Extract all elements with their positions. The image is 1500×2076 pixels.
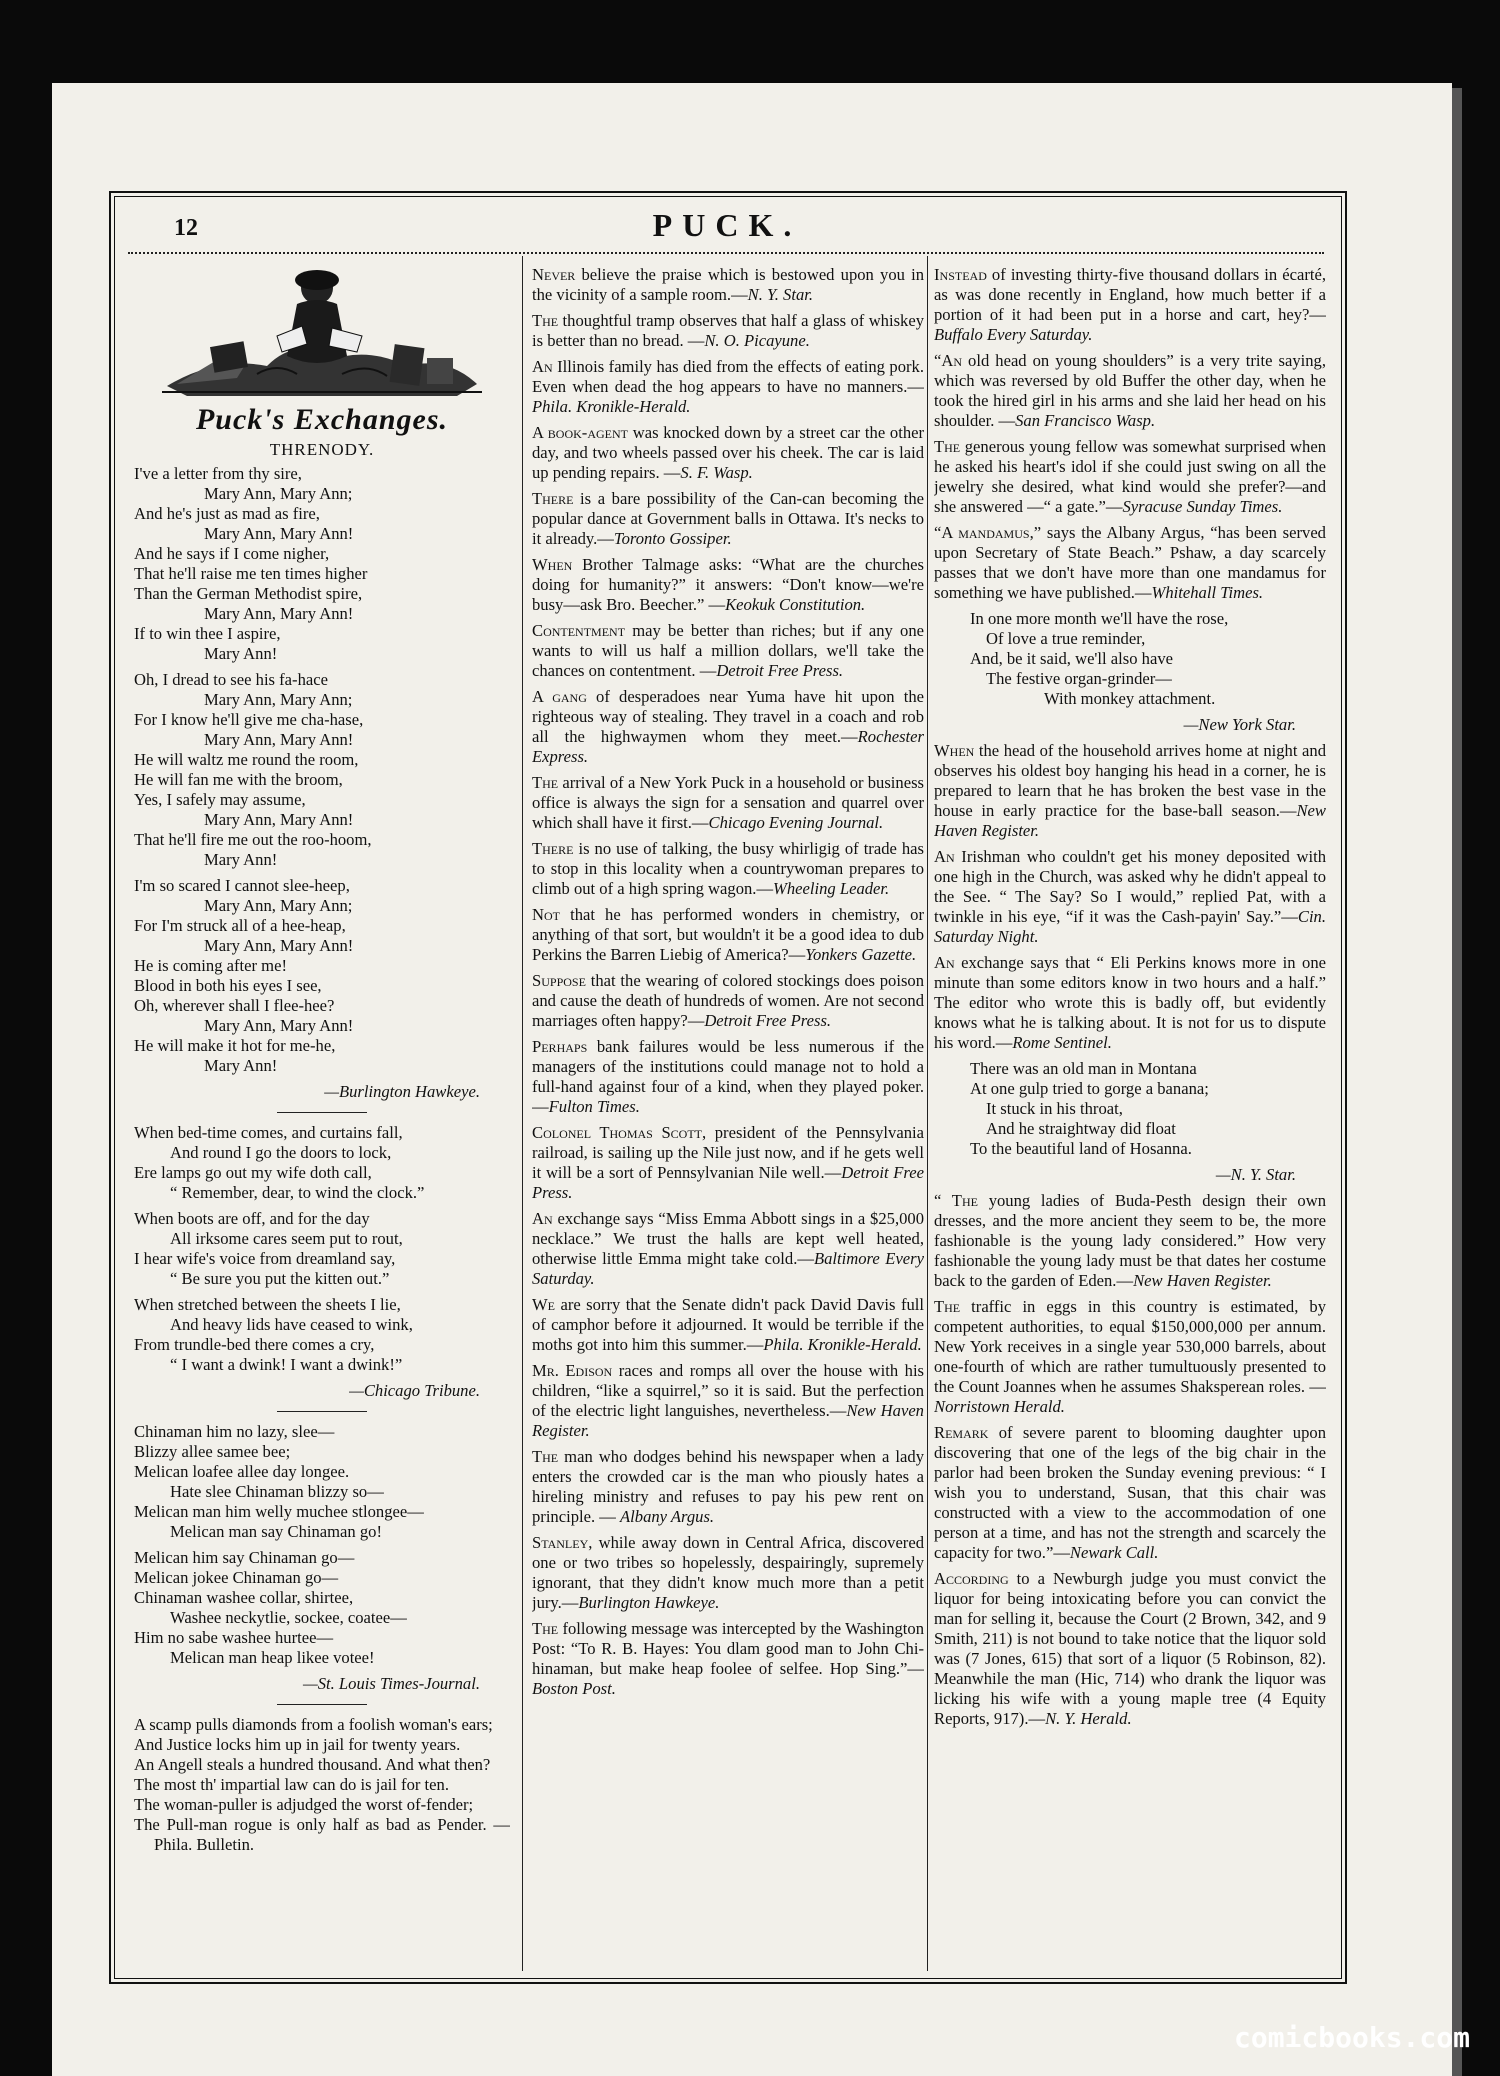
poem-line: The Pull-man rogue is only half as bad as Pender. —Phila. Bulletin. xyxy=(134,1815,510,1854)
item-source: Albany Argus. xyxy=(620,1507,715,1526)
poem-stanza xyxy=(134,1295,510,1375)
poem-line: He is coming after me! xyxy=(134,956,287,975)
poem-line: All irksome cares seem put to rout, xyxy=(170,1229,403,1248)
exchange-item xyxy=(532,1361,924,1441)
poem-line: Chinaman washee collar, shirtee, xyxy=(134,1588,354,1607)
exchange-item xyxy=(532,905,924,965)
poem-line: “ Be sure you put the kitten out.” xyxy=(170,1269,390,1288)
item-body: thoughtful tramp observes that half a glass of whiskey is better than no bread. — xyxy=(532,311,924,350)
poem-line: And round I go the doors to lock, xyxy=(170,1143,392,1162)
section-rule xyxy=(277,1112,367,1113)
poem-line: Mary Ann, Mary Ann; xyxy=(204,896,353,915)
page-number: 12 xyxy=(174,215,198,241)
exchange-item xyxy=(532,1533,924,1613)
item-body: old head on young shoulders” is a very trite saying, which was reversed by old Buffer the other day, when he took the hired girl in his arms and she laid her head on his shoulder. — xyxy=(934,351,1326,430)
poem-line: And Justice locks him up in jail for twenty years. xyxy=(134,1735,461,1754)
item-lead: Stanley, xyxy=(532,1533,593,1552)
column-right xyxy=(934,265,1326,1980)
exchange-item xyxy=(532,1295,924,1355)
poem-line: To the beautiful land of Hosanna. xyxy=(970,1139,1192,1158)
item-source: Keokuk Constitution. xyxy=(725,595,866,614)
item-body: that the wearing of colored stockings does poison and cause the death of hundreds of women. Are not second marriages often happy?— xyxy=(532,971,924,1030)
item-source: Norristown Herald. xyxy=(934,1397,1065,1416)
column-middle xyxy=(532,265,924,1980)
item-body: of investing thirty-five thousand dollars in écarté, as was done recently in England, how much better if a portion of it had been put in a horse and cart, hey?— xyxy=(934,265,1326,324)
exchange-item xyxy=(532,1447,924,1527)
poem-line: The woman-puller is adjudged the worst of-fender; xyxy=(134,1795,474,1814)
poem-line: And heavy lids have ceased to wink, xyxy=(170,1315,413,1334)
item-source: Burlington Hawkeye. xyxy=(578,1593,720,1612)
item-body: is a bare possibility of the Can-can becoming the popular dance at Government balls in Ottawa. It's necks to it already.— xyxy=(532,489,924,548)
item-body: to a Newburgh judge you must convict the liquor for being intoxicating before you can convict the man for selling it, because the Court (2 Brown, 342, and 9 Smith, 211) is not bound to take notice that the liquor sold was (7 Jones, 615) that sort of a liquor (5 Robinson, 82). Meanwhile the man (Hic, 714) who drank the liquor was licking his wife with a young maple tree (4 Equity Reports, 917).— xyxy=(934,1569,1326,1728)
exchange-item xyxy=(934,437,1326,517)
item-lead: There xyxy=(532,839,574,858)
poem-line: That he'll raise me ten times higher xyxy=(134,564,368,583)
poem-line: Mary Ann, Mary Ann! xyxy=(204,730,354,749)
item-lead: Not xyxy=(532,905,560,924)
exchange-item xyxy=(934,953,1326,1053)
item-body: young ladies of Buda-Pesth design their own dresses, and the more ancient they seem to be, the more fashionable is the young lady considered.” How very fashionable the young lady must be that dates her costume back to the garden of Eden.— xyxy=(934,1191,1326,1290)
exchange-item xyxy=(532,1037,924,1117)
poem-line: “ Remember, dear, to wind the clock.” xyxy=(170,1183,425,1202)
page-header xyxy=(118,203,1336,247)
exchange-item xyxy=(532,489,924,549)
item-lead: According xyxy=(934,1569,1009,1588)
poem-line: Melican man heap likee votee! xyxy=(170,1648,375,1667)
item-body: are sorry that the Senate didn't pack David Davis full of camphor before it adjourned. It would be terrible if the moths got into him this summer.— xyxy=(532,1295,924,1354)
poem-line: Melican man say Chinaman go! xyxy=(170,1522,382,1541)
poem-line: And he straightway did float xyxy=(986,1119,1176,1138)
poem-line: Washee neckytlie, sockee, coatee— xyxy=(170,1608,407,1627)
poem-line: The most th' impartial law can do is jail for ten. xyxy=(134,1775,449,1794)
item-body: was knocked down by a street car the other day, and two wheels passed over his cheek. The car is laid up pending repairs. — xyxy=(532,423,924,482)
poem-stanza xyxy=(134,670,510,870)
item-body: traffic in eggs in this country is estimated, by competent authorities, to equal $150,000,000 per annum. New York receives in a single year 530,000 barrels, about one-fourth of which are rather tumultuously presented to the Count Joannes when he assumes Shaksperean roles. — xyxy=(934,1297,1326,1396)
item-source: Chicago Evening Journal. xyxy=(708,813,884,832)
poem-line: Mary Ann, Mary Ann! xyxy=(204,810,354,829)
item-group xyxy=(934,265,1326,603)
item-lead: The xyxy=(532,1619,559,1638)
item-lead: The xyxy=(532,773,559,792)
poem-line: Mary Ann! xyxy=(204,644,278,663)
item-body: Illinois family has died from the effects of eating pork. Even when dead the hog appears to have no manners.— xyxy=(532,357,924,396)
item-body: that he has performed wonders in chemistry, or anything of that sort, but wouldn't it be a good idea to dub Perkins the Barren Liebig of America?— xyxy=(532,905,924,964)
poem-line: And he's just as mad as fire, xyxy=(134,504,320,523)
exchange-item xyxy=(532,839,924,899)
poem-line: The festive organ-grinder— xyxy=(986,669,1172,688)
poem-line: A scamp pulls diamonds from a foolish woman's ears; xyxy=(134,1715,493,1734)
poem-line: Mary Ann, Mary Ann; xyxy=(204,484,353,503)
item-lead: An xyxy=(934,953,955,972)
exchange-item xyxy=(532,311,924,351)
poem-line: Mary Ann, Mary Ann! xyxy=(204,936,354,955)
poem-stanza xyxy=(134,1715,510,1855)
masthead-title: PUCK. xyxy=(652,207,802,243)
item-source: Detroit Free Press. xyxy=(716,661,844,680)
item-body: president of the Pennsylvania railroad, is sailing up the Nile just now, and if he gets well it will be a sort of Pennsylvanian Nile well.— xyxy=(532,1123,924,1182)
exchange-item xyxy=(532,773,924,833)
poem-line: When bed-time comes, and curtains fall, xyxy=(134,1123,403,1142)
item-body: bank failures would be less numerous if the managers of the institutions could manage not to hold a full-hand against four of a kind, when they played poker.— xyxy=(532,1037,924,1116)
item-lead: “ The xyxy=(934,1191,978,1210)
item-lead: A gang xyxy=(532,687,587,706)
item-source: Whitehall Times. xyxy=(1151,583,1264,602)
poem-line: He will fan me with the broom, xyxy=(134,770,343,789)
poem-line: Oh, wherever shall I flee-hee? xyxy=(134,996,335,1015)
exchange-item xyxy=(532,1619,924,1699)
column-divider xyxy=(927,256,928,1971)
item-lead: When xyxy=(934,741,975,760)
exchange-item xyxy=(532,555,924,615)
poem-stanza xyxy=(934,609,1326,709)
item-lead: Colonel Thomas Scott, xyxy=(532,1123,707,1142)
poem-line: It stuck in his throat, xyxy=(986,1099,1123,1118)
poem-line: He will waltz me round the room, xyxy=(134,750,359,769)
item-body: generous young fellow was somewhat surprised when he asked his heart's idol if she could just swing on all the jewelry she desired, what kind would she prefer?—and she answered —“ a gate.”— xyxy=(934,437,1326,516)
exchange-item xyxy=(532,687,924,767)
item-group xyxy=(934,1191,1326,1729)
poem-line: He will make it hot for me-he, xyxy=(134,1036,336,1055)
poem-line: From trundle-bed there comes a cry, xyxy=(134,1335,375,1354)
poem-stanza xyxy=(134,1209,510,1289)
poem-line: Him no sabe washee hurtee— xyxy=(134,1628,334,1647)
item-lead: An xyxy=(532,1209,553,1228)
poem-line: I've a letter from thy sire, xyxy=(134,464,302,483)
poem-line: That he'll fire me out the roo-hoom, xyxy=(134,830,372,849)
poem-line: There was an old man in Montana xyxy=(970,1059,1197,1078)
item-source: New Haven Register. xyxy=(532,1401,924,1440)
poem-line: Melican jokee Chinaman go— xyxy=(134,1568,339,1587)
poem-stanza xyxy=(134,1548,510,1668)
poem-attribution: —Burlington Hawkeye. xyxy=(324,1082,480,1101)
section-rule xyxy=(277,1704,367,1705)
item-lead: Mr. Edison xyxy=(532,1361,613,1380)
item-lead: The xyxy=(934,1297,961,1316)
item-lead: Instead xyxy=(934,265,987,284)
item-source: Wheeling Leader. xyxy=(773,879,890,898)
item-source: Yonkers Gazette. xyxy=(805,945,917,964)
item-group xyxy=(934,741,1326,1053)
item-source: Toronto Gossiper. xyxy=(613,529,732,548)
item-source: Detroit Free Press. xyxy=(532,1163,924,1202)
exchange-item xyxy=(532,423,924,483)
item-source: Detroit Free Press. xyxy=(704,1011,832,1030)
item-body: following message was intercepted by the Washington Post: “To R. B. Hayes: You dlam good man to John Chi-hinaman, but make heap foolee of selfee. Hop Sing.”— xyxy=(532,1619,924,1678)
item-lead: The xyxy=(532,311,559,330)
exchange-item xyxy=(934,351,1326,431)
item-source: N. O. Picayune. xyxy=(704,331,810,350)
exchange-item xyxy=(934,523,1326,603)
item-lead: An xyxy=(532,357,553,376)
exchange-item xyxy=(934,1569,1326,1729)
item-source: New Haven Register. xyxy=(934,801,1326,840)
poem-line: Blizzy allee samee bee; xyxy=(134,1442,291,1461)
poem-stanza xyxy=(934,1059,1326,1159)
exchange-item xyxy=(934,1297,1326,1417)
poem-line: “ I want a dwink! I want a dwink!” xyxy=(170,1355,403,1374)
item-lead: “An xyxy=(934,351,963,370)
exchange-item xyxy=(934,741,1326,841)
column-left xyxy=(134,262,510,1980)
poem-line: I'm so scared I cannot slee-heep, xyxy=(134,876,350,895)
poem-line: Blood in both his eyes I see, xyxy=(134,976,322,995)
item-body: says the Albany Argus, “has been served upon Secretary of State Beach.” Pshaw, a day scarcely passes that we don't have more than one mandamus for something we have published.— xyxy=(934,523,1326,602)
exchange-item xyxy=(532,971,924,1031)
poem-line: Hate slee Chinaman blizzy so— xyxy=(170,1482,384,1501)
item-source: N. Y. Star. xyxy=(747,285,814,304)
item-body: of severe parent to blooming daughter upon discovering that one of the legs of the big chair in the parlor had been broken the Sunday evening previous: “ I wish you to understand, Susan, that this chair was constructed with a view to the accommodation of one person at a time, and has not the strength and scarcely the capacity for two.”— xyxy=(934,1423,1326,1562)
item-source: Syracuse Sunday Times. xyxy=(1122,497,1283,516)
poem-line: Mary Ann, Mary Ann! xyxy=(204,604,354,623)
poem-attribution: —N. Y. Star. xyxy=(1215,1165,1296,1184)
poem-attribution: —New York Star. xyxy=(1183,715,1296,734)
poem-line: Of love a true reminder, xyxy=(986,629,1146,648)
exchange-item xyxy=(934,1191,1326,1291)
item-body: may be better than riches; but if any one wants to will us half a million dollars, we'll take the chances on contentment. — xyxy=(532,621,924,680)
item-body: believe the praise which is bestowed upon you in the vicinity of a sample room.— xyxy=(532,265,924,304)
item-body: Brother Talmage asks: “What are the churches doing for humanity?” it answers: “Don't know—we're busy—ask Bro. Beecher.” — xyxy=(532,555,924,614)
poem-stanza xyxy=(134,1123,510,1203)
item-body: races and romps all over the house with his children, “like a squirrel,” so it is said. But the perfection of the electric light languishes, nevertheless.— xyxy=(532,1361,924,1420)
item-source: New Haven Register. xyxy=(1133,1271,1272,1290)
poem-line: In one more month we'll have the rose, xyxy=(970,609,1229,628)
column-divider xyxy=(522,256,523,1971)
item-source: Phila. Kronikle-Herald. xyxy=(532,397,691,416)
poem-line: When stretched between the sheets I lie, xyxy=(134,1295,401,1314)
poem-line: Melican loafee allee day longee. xyxy=(134,1462,350,1481)
item-body: is no use of talking, the busy whirligig of trade has to stop in this locality when a countrywoman prepares to climb out of a high spring wagon.— xyxy=(532,839,924,898)
poem-line: I hear wife's voice from dreamland say, xyxy=(134,1249,396,1268)
poem-line: Mary Ann, Mary Ann; xyxy=(204,690,353,709)
item-source: Buffalo Every Saturday. xyxy=(934,325,1093,344)
poem-attribution: —St. Louis Times-Journal. xyxy=(302,1674,480,1693)
item-lead: The xyxy=(934,437,961,456)
item-body: exchange says “Miss Emma Abbott sings in a $25,000 necklace.” We trust the halls are kept well heated, otherwise little Emma might take cold.— xyxy=(532,1209,924,1268)
item-source: N. Y. Herald. xyxy=(1045,1709,1132,1728)
item-lead: A book-agent xyxy=(532,423,628,442)
item-body: the head of the household arrives home at night and observes his oldest boy hanging his head in a corner, he is prepared to learn that he has broken the best vase in the house in early practice for the base-ball season.— xyxy=(934,741,1326,820)
poem-stanza xyxy=(134,1422,510,1542)
poem-line: Yes, I safely may assume, xyxy=(134,790,306,809)
section-title: Puck's Exchanges. xyxy=(195,403,449,436)
poem-stanza xyxy=(134,464,510,664)
poem-line: Melican man him welly muchee stlongee— xyxy=(134,1502,424,1521)
poem-line: Mary Ann! xyxy=(204,1056,278,1075)
item-source: Rome Sentinel. xyxy=(1012,1033,1112,1052)
poem-line: Oh, I dread to see his fa-hace xyxy=(134,670,328,689)
item-lead: When xyxy=(532,555,573,574)
poem-line: And he says if I come nigher, xyxy=(134,544,330,563)
exchange-item xyxy=(532,621,924,681)
item-body: man who dodges behind his newspaper when a lady enters the crowded car is the man who piously hates a hireling ministry and refuses to pay his pew rent on principle. — xyxy=(532,1447,924,1526)
poem-line: At one gulp tried to gorge a banana; xyxy=(970,1079,1209,1098)
header-rule xyxy=(128,252,1324,254)
item-body: Irishman who couldn't get his money deposited with one high in the Church, was asked why he didn't appeal to the See. “ The Say? So I would,” replied Pat, with a twinkle in his eye, “if it was the Cash-payin' Say.”— xyxy=(934,847,1326,926)
exchange-item xyxy=(532,1123,924,1203)
poem-line: An Angell steals a hundred thousand. And what then? xyxy=(134,1755,491,1774)
exchange-item xyxy=(934,265,1326,345)
poem-line: Melican him say Chinaman go— xyxy=(134,1548,355,1567)
item-lead: An xyxy=(934,847,955,866)
poem-line: Mary Ann, Mary Ann! xyxy=(204,524,354,543)
item-source: Rochester Express. xyxy=(532,727,924,766)
item-source: S. F. Wasp. xyxy=(680,463,753,482)
item-source: San Francisco Wasp. xyxy=(1015,411,1156,430)
item-lead: We xyxy=(532,1295,555,1314)
poem-line: For I know he'll give me cha-hase, xyxy=(134,710,364,729)
exchange-item xyxy=(934,1423,1326,1563)
poem-line: When boots are off, and for the day xyxy=(134,1209,370,1228)
poem-title: THRENODY. xyxy=(269,440,375,459)
section-rule xyxy=(277,1411,367,1412)
poem-stanza xyxy=(134,876,510,1076)
item-lead: Contentment xyxy=(532,621,626,640)
item-lead: Never xyxy=(532,265,576,284)
item-lead: There xyxy=(532,489,574,508)
item-body: while away down in Central Africa, discovered one or two tribes so hopelessly, despairingly, supremely ignorant, that they didn't know much more than a petit jury.— xyxy=(532,1533,924,1612)
item-source: Newark Call. xyxy=(1069,1543,1159,1562)
poem-line: With monkey attachment. xyxy=(1044,689,1216,708)
poem-attribution: —Chicago Tribune. xyxy=(349,1381,480,1400)
site-watermark: comicbooks.com xyxy=(1233,2021,1470,2054)
item-body: exchange says that “ Eli Perkins knows more in one minute than some editors know in two hours and a half.” The editor who wrote this is badly off, but evidently knows what he is talking about. It is not for us to dispute his word.— xyxy=(934,953,1326,1052)
item-lead: Perhaps xyxy=(532,1037,588,1056)
exchange-item xyxy=(532,1209,924,1289)
poem-line: Chinaman him no lazy, slee— xyxy=(134,1422,335,1441)
item-lead: “A mandamus,” xyxy=(934,523,1042,542)
poem-line: And, be it said, we'll also have xyxy=(970,649,1173,668)
item-source: Baltimore Every Saturday. xyxy=(532,1249,924,1288)
item-body: of desperadoes near Yuma have hit upon the righteous way of stealing. They travel in a coach and rob all the highwaymen whom they meet.— xyxy=(532,687,924,746)
item-body: arrival of a New York Puck in a household or business office is always the sign for a sensation and quarrel over which shall have it first.— xyxy=(532,773,924,832)
exchange-item xyxy=(532,357,924,417)
poem-line: Mary Ann, Mary Ann! xyxy=(204,1016,354,1035)
poem-line: Ere lamps go out my wife doth call, xyxy=(134,1163,372,1182)
exchanges-vignette-illustration xyxy=(157,266,487,406)
exchange-item xyxy=(934,847,1326,947)
item-source: Boston Post. xyxy=(532,1679,616,1698)
item-source: Cin. Saturday Night. xyxy=(934,907,1326,946)
item-lead: The xyxy=(532,1447,559,1466)
poem-line: Mary Ann! xyxy=(204,850,278,869)
item-lead: Suppose xyxy=(532,971,586,990)
book-spine xyxy=(1452,88,1462,2076)
item-source: Fulton Times. xyxy=(548,1097,640,1116)
poem-line: Than the German Methodist spire, xyxy=(134,584,363,603)
poem-line: If to win thee I aspire, xyxy=(134,624,281,643)
exchange-item xyxy=(532,265,924,305)
item-source: Phila. Kronikle-Herald. xyxy=(763,1335,922,1354)
item-lead: Remark xyxy=(934,1423,989,1442)
poem-line: For I'm struck all of a hee-heap, xyxy=(134,916,346,935)
